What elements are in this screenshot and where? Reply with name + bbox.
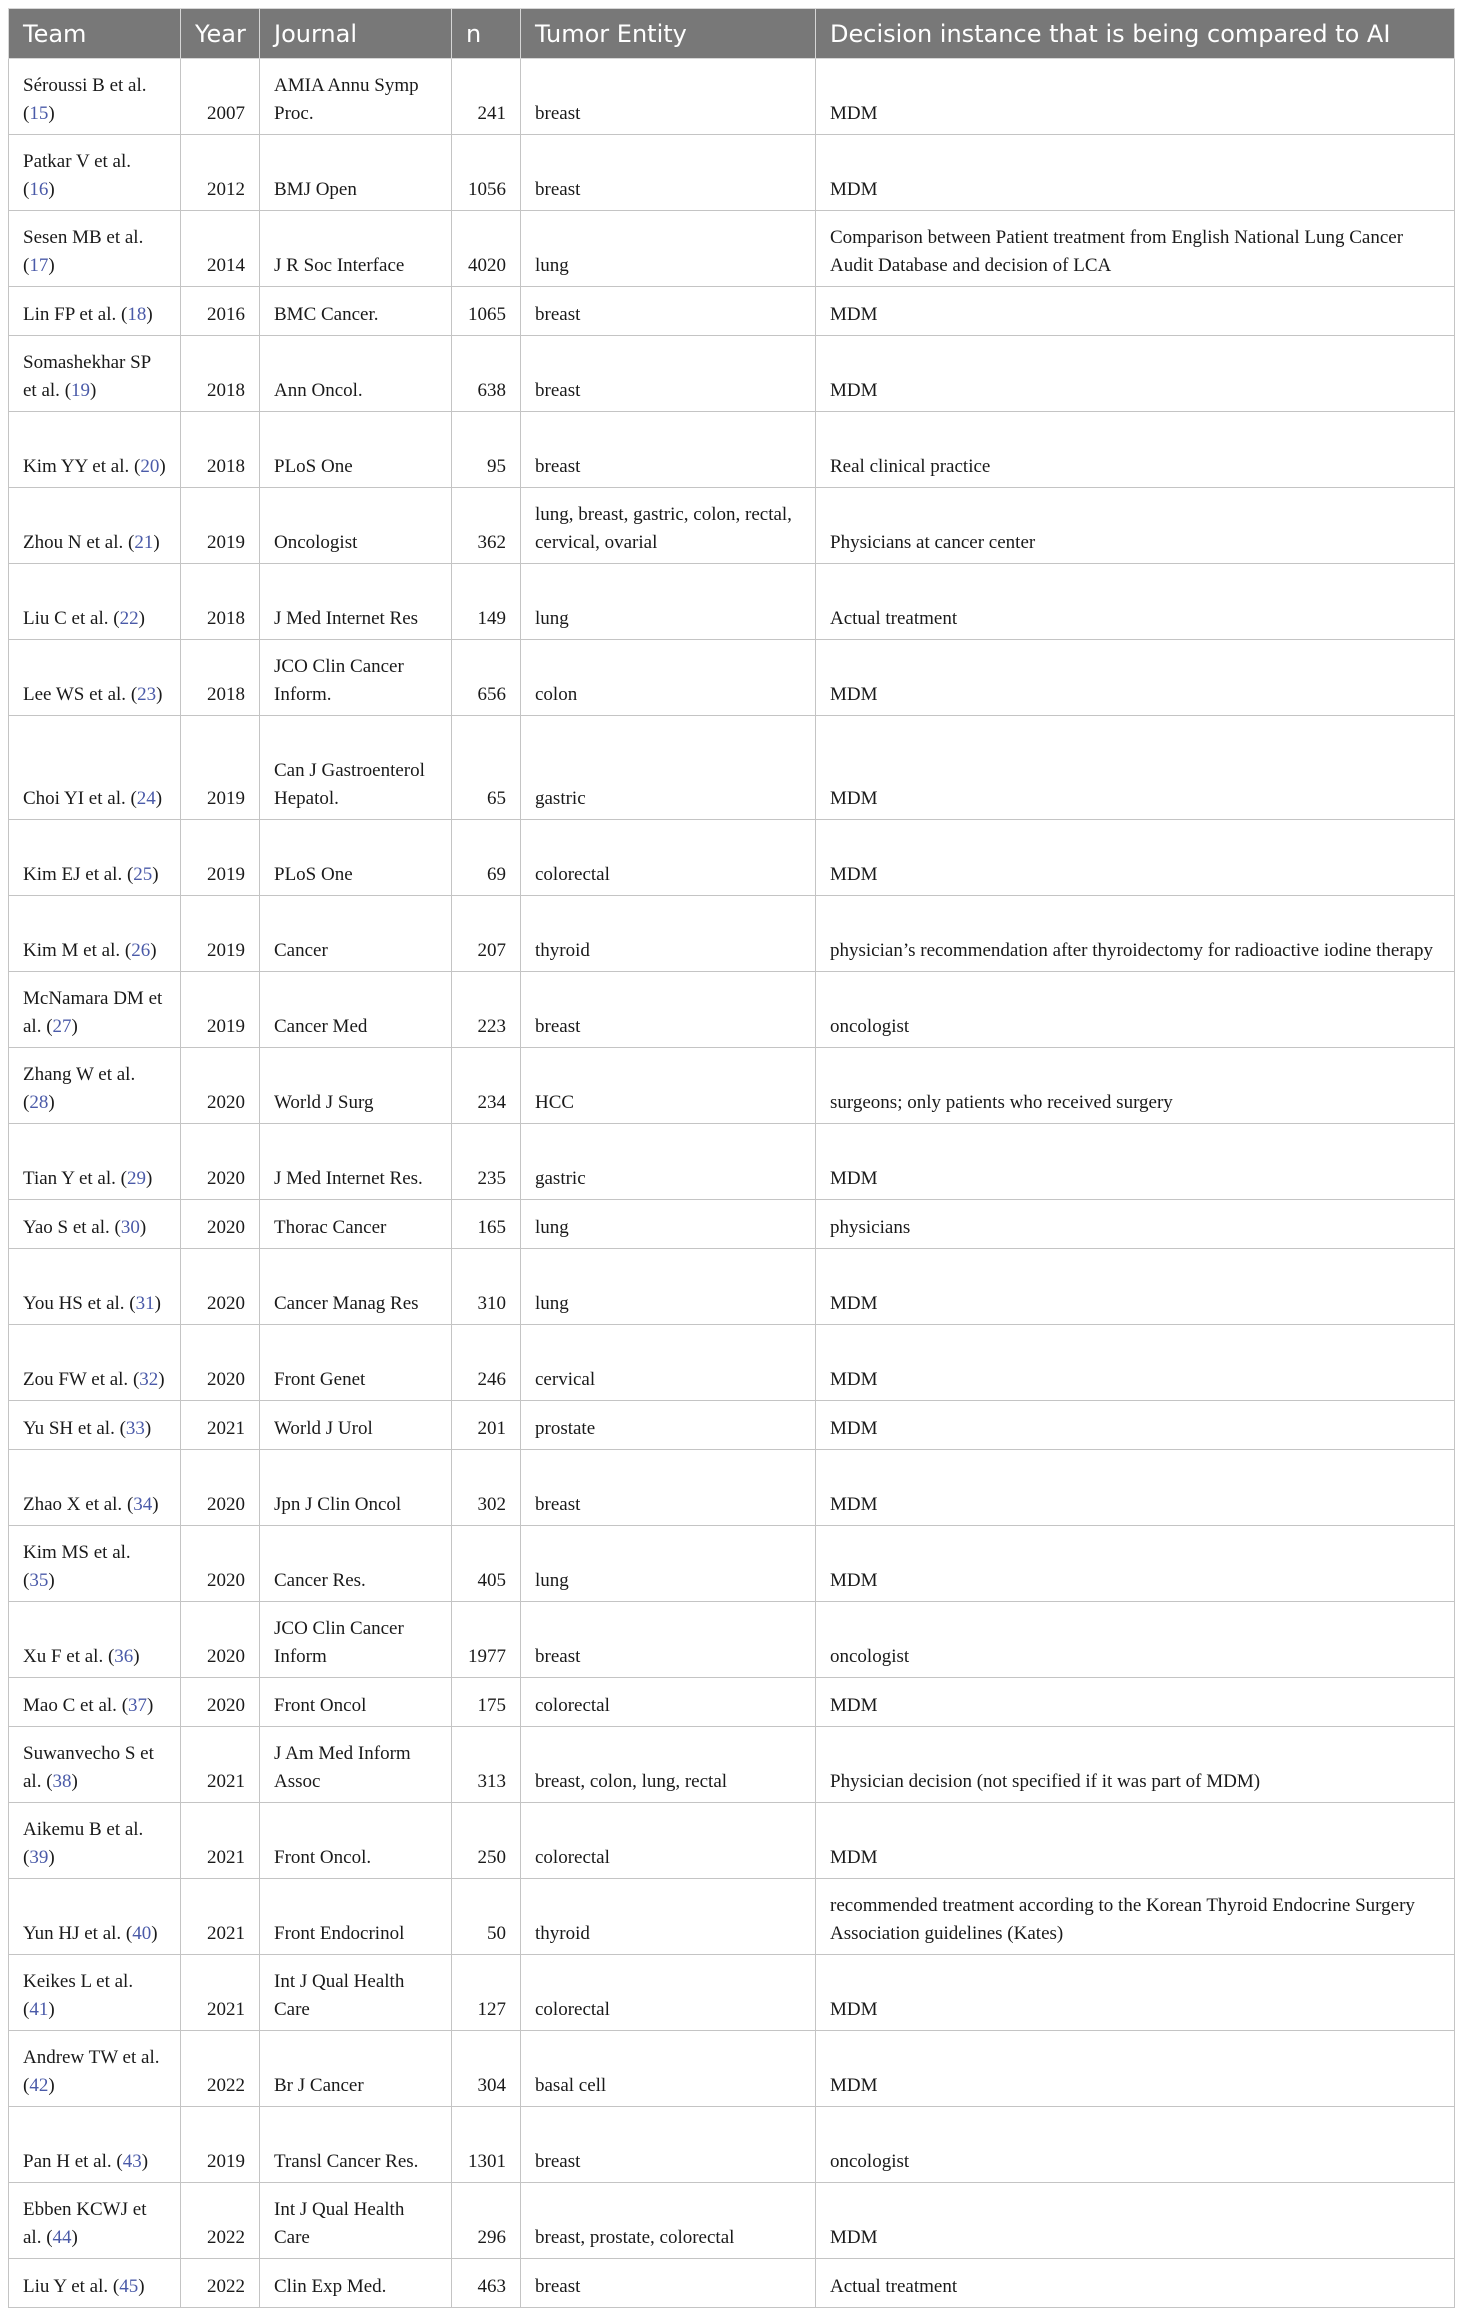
reference-link[interactable]: 25	[133, 864, 153, 885]
table-row	[9, 1401, 1455, 1450]
table-row	[9, 488, 1455, 564]
cell-team: Lin FP et al. (18)	[9, 287, 181, 336]
cell-n: 1977	[452, 1602, 521, 1678]
cell-journal: Cancer	[260, 896, 452, 972]
cell-decision-instance: MDM	[816, 1124, 1455, 1200]
cell-year: 2021	[181, 1727, 260, 1803]
cell-tumor-entity: colorectal	[521, 1678, 816, 1727]
reference-link[interactable]: 39	[29, 1847, 49, 1868]
cell-journal: Int J Qual Health Care	[260, 2183, 452, 2259]
studies-table	[8, 8, 1455, 2308]
cell-decision-instance: Comparison between Patient treatment from English National Lung Cancer Audit Database and decision of LCA	[816, 211, 1455, 287]
team-name: McNamara DM et al.	[23, 988, 163, 1037]
cell-n: 246	[452, 1325, 521, 1401]
cell-journal: Br J Cancer	[260, 2031, 452, 2107]
table-row	[9, 716, 1455, 820]
table-body	[9, 59, 1455, 2308]
cell-n: 241	[452, 59, 521, 135]
cell-year: 2020	[181, 1526, 260, 1602]
reference-link[interactable]: 27	[52, 1016, 72, 1037]
table-row	[9, 1727, 1455, 1803]
reference-link[interactable]: 41	[29, 1999, 49, 2020]
team-name: Somashekhar SP et al.	[23, 352, 151, 401]
cell-year: 2020	[181, 1249, 260, 1325]
cell-decision-instance: MDM	[816, 135, 1455, 211]
cell-tumor-entity: gastric	[521, 1124, 816, 1200]
cell-n: 1065	[452, 287, 521, 336]
cell-decision-instance: Actual treatment	[816, 564, 1455, 640]
cell-year: 2014	[181, 211, 260, 287]
cell-tumor-entity: lung	[521, 1526, 816, 1602]
table-row	[9, 135, 1455, 211]
cell-n: 149	[452, 564, 521, 640]
table-row	[9, 59, 1455, 135]
cell-year: 2018	[181, 564, 260, 640]
cell-team: Lee WS et al. (23)	[9, 640, 181, 716]
cell-decision-instance: oncologist	[816, 2107, 1455, 2183]
cell-team: Yu SH et al. (33)	[9, 1401, 181, 1450]
cell-n: 362	[452, 488, 521, 564]
cell-decision-instance: Real clinical practice	[816, 412, 1455, 488]
cell-team: Kim M et al. (26)	[9, 896, 181, 972]
reference-link[interactable]: 35	[29, 1570, 49, 1591]
reference-link[interactable]: 16	[29, 179, 49, 200]
table-row	[9, 2031, 1455, 2107]
cell-tumor-entity: lung, breast, gastric, colon, rectal, cervical, ovarial	[521, 488, 816, 564]
cell-decision-instance: MDM	[816, 716, 1455, 820]
cell-decision-instance: MDM	[816, 1803, 1455, 1879]
reference-link[interactable]: 28	[29, 1092, 49, 1113]
cell-tumor-entity: breast, prostate, colorectal	[521, 2183, 816, 2259]
cell-year: 2012	[181, 135, 260, 211]
reference-link[interactable]: 24	[136, 788, 156, 809]
cell-tumor-entity: lung	[521, 211, 816, 287]
reference-link[interactable]: 26	[131, 940, 151, 961]
team-name: Kim MS et al.	[23, 1542, 131, 1563]
cell-n: 4020	[452, 211, 521, 287]
cell-decision-instance: MDM	[816, 640, 1455, 716]
cell-team: Séroussi B et al. (15)	[9, 59, 181, 135]
cell-n: 201	[452, 1401, 521, 1450]
cell-journal: Jpn J Clin Oncol	[260, 1450, 452, 1526]
cell-journal: Int J Qual Health Care	[260, 1955, 452, 2031]
cell-journal: Cancer Manag Res	[260, 1249, 452, 1325]
cell-journal: Can J Gastroenterol Hepatol.	[260, 716, 452, 820]
table-row	[9, 1803, 1455, 1879]
cell-tumor-entity: lung	[521, 1200, 816, 1249]
cell-journal: Front Oncol.	[260, 1803, 452, 1879]
table-row	[9, 1048, 1455, 1124]
table-row	[9, 2183, 1455, 2259]
reference-link[interactable]: 20	[140, 456, 160, 477]
cell-tumor-entity: breast	[521, 135, 816, 211]
team-name: Tian Y et al.	[23, 1168, 116, 1189]
table-row	[9, 287, 1455, 336]
team-name: Kim EJ et al.	[23, 864, 123, 885]
cell-year: 2021	[181, 1955, 260, 2031]
cell-n: 175	[452, 1678, 521, 1727]
cell-n: 463	[452, 2259, 521, 2308]
table-header	[9, 9, 1455, 59]
cell-journal: PLoS One	[260, 412, 452, 488]
cell-tumor-entity: colorectal	[521, 1955, 816, 2031]
cell-journal: J R Soc Interface	[260, 211, 452, 287]
team-name: Lee WS et al.	[23, 684, 127, 705]
cell-team: Kim EJ et al. (25)	[9, 820, 181, 896]
cell-team: Zhang W et al. (28)	[9, 1048, 181, 1124]
reference-link[interactable]: 38	[52, 1771, 72, 1792]
table-row	[9, 972, 1455, 1048]
cell-n: 127	[452, 1955, 521, 2031]
cell-year: 2019	[181, 716, 260, 820]
table-row	[9, 896, 1455, 972]
reference-link[interactable]: 17	[29, 255, 49, 276]
reference-link[interactable]: 18	[127, 304, 147, 325]
cell-tumor-entity: breast	[521, 336, 816, 412]
cell-journal: Front Endocrinol	[260, 1879, 452, 1955]
cell-team: Kim YY et al. (20)	[9, 412, 181, 488]
cell-n: 95	[452, 412, 521, 488]
cell-journal: BMC Cancer.	[260, 287, 452, 336]
table-row	[9, 2107, 1455, 2183]
reference-link[interactable]: 29	[126, 1168, 146, 1189]
cell-tumor-entity: HCC	[521, 1048, 816, 1124]
cell-tumor-entity: colorectal	[521, 820, 816, 896]
cell-team: Aikemu B et al. (39)	[9, 1803, 181, 1879]
cell-year: 2018	[181, 412, 260, 488]
cell-journal: J Am Med Inform Assoc	[260, 1727, 452, 1803]
reference-link[interactable]: 32	[139, 1369, 159, 1390]
cell-tumor-entity: cervical	[521, 1325, 816, 1401]
cell-journal: BMJ Open	[260, 135, 452, 211]
cell-year: 2021	[181, 1803, 260, 1879]
cell-decision-instance: MDM	[816, 287, 1455, 336]
team-name: Kim M et al.	[23, 940, 121, 961]
reference-link[interactable]: 21	[134, 532, 154, 553]
cell-n: 223	[452, 972, 521, 1048]
cell-year: 2020	[181, 1124, 260, 1200]
cell-year: 2022	[181, 2259, 260, 2308]
team-name: Yao S et al.	[23, 1217, 110, 1238]
reference-link[interactable]: 42	[29, 2075, 49, 2096]
cell-tumor-entity: breast	[521, 1602, 816, 1678]
team-name: Keikes L et al.	[23, 1971, 134, 1992]
team-name: Yun HJ et al.	[23, 1923, 122, 1944]
cell-decision-instance: MDM	[816, 1249, 1455, 1325]
reference-link[interactable]: 36	[114, 1646, 134, 1667]
cell-journal: Front Oncol	[260, 1678, 452, 1727]
table-row	[9, 1200, 1455, 1249]
cell-tumor-entity: lung	[521, 1249, 816, 1325]
cell-team: Keikes L et al. (41)	[9, 1955, 181, 2031]
table-row	[9, 640, 1455, 716]
cell-journal: Front Genet	[260, 1325, 452, 1401]
cell-tumor-entity: thyroid	[521, 896, 816, 972]
cell-decision-instance: Physicians at cancer center	[816, 488, 1455, 564]
cell-n: 69	[452, 820, 521, 896]
cell-tumor-entity: breast	[521, 287, 816, 336]
cell-year: 2019	[181, 820, 260, 896]
cell-journal: JCO Clin Cancer Inform	[260, 1602, 452, 1678]
cell-journal: Clin Exp Med.	[260, 2259, 452, 2308]
team-name: Aikemu B et al.	[23, 1819, 144, 1840]
cell-year: 2007	[181, 59, 260, 135]
cell-n: 656	[452, 640, 521, 716]
cell-team: Tian Y et al. (29)	[9, 1124, 181, 1200]
cell-year: 2020	[181, 1678, 260, 1727]
cell-n: 302	[452, 1450, 521, 1526]
cell-tumor-entity: breast	[521, 1450, 816, 1526]
cell-decision-instance: oncologist	[816, 972, 1455, 1048]
cell-year: 2018	[181, 336, 260, 412]
team-name: Patkar V et al.	[23, 151, 131, 172]
team-name: You HS et al.	[23, 1293, 125, 1314]
cell-decision-instance: physician’s recommendation after thyroidectomy for radioactive iodine therapy	[816, 896, 1455, 972]
cell-journal: Thorac Cancer	[260, 1200, 452, 1249]
reference-link[interactable]: 34	[133, 1494, 153, 1515]
header-team: Team	[9, 9, 181, 59]
cell-journal: Oncologist	[260, 488, 452, 564]
cell-journal: World J Urol	[260, 1401, 452, 1450]
cell-journal: Cancer Res.	[260, 1526, 452, 1602]
cell-journal: J Med Internet Res.	[260, 1124, 452, 1200]
reference-link[interactable]: 22	[119, 608, 139, 629]
cell-n: 313	[452, 1727, 521, 1803]
reference-link[interactable]: 33	[125, 1418, 145, 1439]
team-name: Choi YI et al.	[23, 788, 126, 809]
cell-year: 2019	[181, 896, 260, 972]
table-row	[9, 1249, 1455, 1325]
cell-tumor-entity: lung	[521, 564, 816, 640]
table-row	[9, 1602, 1455, 1678]
table-row	[9, 564, 1455, 640]
cell-n: 638	[452, 336, 521, 412]
team-name: Zhang W et al.	[23, 1064, 136, 1085]
reference-link[interactable]: 31	[135, 1293, 155, 1314]
team-name: Zou FW et al.	[23, 1369, 129, 1390]
cell-tumor-entity: breast	[521, 59, 816, 135]
cell-journal: J Med Internet Res	[260, 564, 452, 640]
team-name: Ebben KCWJ et al.	[23, 2199, 147, 2248]
cell-team: Yao S et al. (30)	[9, 1200, 181, 1249]
header-tumor-entity: Tumor Entity	[521, 9, 816, 59]
cell-team: You HS et al. (31)	[9, 1249, 181, 1325]
cell-year: 2021	[181, 1879, 260, 1955]
reference-link[interactable]: 37	[128, 1695, 148, 1716]
team-name: Andrew TW et al.	[23, 2047, 160, 2068]
cell-decision-instance: Actual treatment	[816, 2259, 1455, 2308]
table-row	[9, 1325, 1455, 1401]
reference-link[interactable]: 43	[122, 2151, 142, 2172]
cell-tumor-entity: breast	[521, 972, 816, 1048]
cell-year: 2020	[181, 1450, 260, 1526]
cell-tumor-entity: breast	[521, 412, 816, 488]
cell-team: Yun HJ et al. (40)	[9, 1879, 181, 1955]
cell-journal: JCO Clin Cancer Inform.	[260, 640, 452, 716]
cell-journal: PLoS One	[260, 820, 452, 896]
cell-year: 2020	[181, 1200, 260, 1249]
cell-tumor-entity: thyroid	[521, 1879, 816, 1955]
cell-decision-instance: physicians	[816, 1200, 1455, 1249]
team-name: Pan H et al.	[23, 2151, 112, 2172]
cell-tumor-entity: gastric	[521, 716, 816, 820]
header-n: n	[452, 9, 521, 59]
cell-journal: Transl Cancer Res.	[260, 2107, 452, 2183]
cell-team: Zhou N et al. (21)	[9, 488, 181, 564]
team-name: Kim YY et al.	[23, 456, 130, 477]
cell-n: 65	[452, 716, 521, 820]
cell-team: Mao C et al. (37)	[9, 1678, 181, 1727]
cell-decision-instance: MDM	[816, 1678, 1455, 1727]
cell-team: Pan H et al. (43)	[9, 2107, 181, 2183]
cell-team: Suwanvecho S et al. (38)	[9, 1727, 181, 1803]
cell-decision-instance: MDM	[816, 1401, 1455, 1450]
cell-team: Kim MS et al. (35)	[9, 1526, 181, 1602]
cell-decision-instance: MDM	[816, 1955, 1455, 2031]
cell-decision-instance: Physician decision (not specified if it was part of MDM)	[816, 1727, 1455, 1803]
cell-year: 2020	[181, 1602, 260, 1678]
cell-year: 2016	[181, 287, 260, 336]
cell-decision-instance: MDM	[816, 1526, 1455, 1602]
cell-year: 2020	[181, 1048, 260, 1124]
cell-journal: Ann Oncol.	[260, 336, 452, 412]
cell-team: Andrew TW et al. (42)	[9, 2031, 181, 2107]
cell-year: 2019	[181, 972, 260, 1048]
cell-n: 405	[452, 1526, 521, 1602]
cell-team: McNamara DM et al. (27)	[9, 972, 181, 1048]
header-journal: Journal	[260, 9, 452, 59]
reference-link[interactable]: 15	[29, 103, 49, 124]
reference-link[interactable]: 23	[137, 684, 157, 705]
table-row	[9, 1124, 1455, 1200]
cell-decision-instance: MDM	[816, 1325, 1455, 1401]
cell-year: 2018	[181, 640, 260, 716]
cell-n: 207	[452, 896, 521, 972]
table-row	[9, 1526, 1455, 1602]
cell-year: 2019	[181, 2107, 260, 2183]
cell-year: 2022	[181, 2183, 260, 2259]
cell-decision-instance: oncologist	[816, 1602, 1455, 1678]
cell-journal: Cancer Med	[260, 972, 452, 1048]
table-row	[9, 1879, 1455, 1955]
table-row	[9, 412, 1455, 488]
team-name: Sesen MB et al.	[23, 227, 144, 248]
cell-journal: World J Surg	[260, 1048, 452, 1124]
cell-team: Patkar V et al. (16)	[9, 135, 181, 211]
cell-tumor-entity: breast	[521, 2259, 816, 2308]
cell-tumor-entity: breast, colon, lung, rectal	[521, 1727, 816, 1803]
table-row	[9, 211, 1455, 287]
cell-team: Sesen MB et al. (17)	[9, 211, 181, 287]
cell-n: 234	[452, 1048, 521, 1124]
cell-n: 1301	[452, 2107, 521, 2183]
cell-team: Xu F et al. (36)	[9, 1602, 181, 1678]
cell-tumor-entity: prostate	[521, 1401, 816, 1450]
team-name: Lin FP et al.	[23, 304, 117, 325]
cell-decision-instance: MDM	[816, 59, 1455, 135]
header-row	[9, 9, 1455, 59]
cell-year: 2020	[181, 1325, 260, 1401]
reference-link[interactable]: 30	[120, 1217, 140, 1238]
table-row	[9, 1678, 1455, 1727]
cell-decision-instance: surgeons; only patients who received surgery	[816, 1048, 1455, 1124]
cell-n: 1056	[452, 135, 521, 211]
table-row	[9, 1450, 1455, 1526]
reference-link[interactable]: 45	[119, 2276, 139, 2297]
cell-tumor-entity: colon	[521, 640, 816, 716]
cell-n: 296	[452, 2183, 521, 2259]
cell-tumor-entity: basal cell	[521, 2031, 816, 2107]
cell-year: 2019	[181, 488, 260, 564]
team-name: Mao C et al.	[23, 1695, 117, 1716]
cell-decision-instance: MDM	[816, 820, 1455, 896]
table-row	[9, 336, 1455, 412]
team-name: Liu C et al.	[23, 608, 109, 629]
header-decision-instance: Decision instance that is being compared to AI	[816, 9, 1455, 59]
table-row	[9, 820, 1455, 896]
cell-team: Zhao X et al. (34)	[9, 1450, 181, 1526]
cell-decision-instance: MDM	[816, 1450, 1455, 1526]
cell-n: 235	[452, 1124, 521, 1200]
cell-n: 250	[452, 1803, 521, 1879]
cell-n: 165	[452, 1200, 521, 1249]
cell-team: Ebben KCWJ et al. (44)	[9, 2183, 181, 2259]
team-name: Xu F et al.	[23, 1646, 104, 1667]
team-name: Séroussi B et al.	[23, 75, 147, 96]
cell-team: Liu C et al. (22)	[9, 564, 181, 640]
cell-team: Choi YI et al. (24)	[9, 716, 181, 820]
cell-tumor-entity: breast	[521, 2107, 816, 2183]
cell-n: 310	[452, 1249, 521, 1325]
team-name: Liu Y et al.	[23, 2276, 109, 2297]
cell-decision-instance: recommended treatment according to the Korean Thyroid Endocrine Surgery Association guidelines (Kates)	[816, 1879, 1455, 1955]
cell-team: Liu Y et al. (45)	[9, 2259, 181, 2308]
cell-team: Zou FW et al. (32)	[9, 1325, 181, 1401]
table-row	[9, 2259, 1455, 2308]
cell-year: 2021	[181, 1401, 260, 1450]
cell-journal: AMIA Annu Symp Proc.	[260, 59, 452, 135]
table-row	[9, 1955, 1455, 2031]
team-name: Yu SH et al.	[23, 1418, 115, 1439]
cell-team: Somashekhar SP et al. (19)	[9, 336, 181, 412]
team-name: Suwanvecho S et al.	[23, 1743, 154, 1792]
team-name: Zhou N et al.	[23, 532, 124, 553]
reference-link[interactable]: 19	[71, 380, 91, 401]
reference-link[interactable]: 40	[132, 1923, 152, 1944]
cell-decision-instance: MDM	[816, 2031, 1455, 2107]
cell-tumor-entity: colorectal	[521, 1803, 816, 1879]
cell-decision-instance: MDM	[816, 2183, 1455, 2259]
cell-year: 2022	[181, 2031, 260, 2107]
header-year: Year	[181, 9, 260, 59]
cell-decision-instance: MDM	[816, 336, 1455, 412]
reference-link[interactable]: 44	[52, 2227, 72, 2248]
cell-n: 304	[452, 2031, 521, 2107]
cell-n: 50	[452, 1879, 521, 1955]
team-name: Zhao X et al.	[23, 1494, 123, 1515]
